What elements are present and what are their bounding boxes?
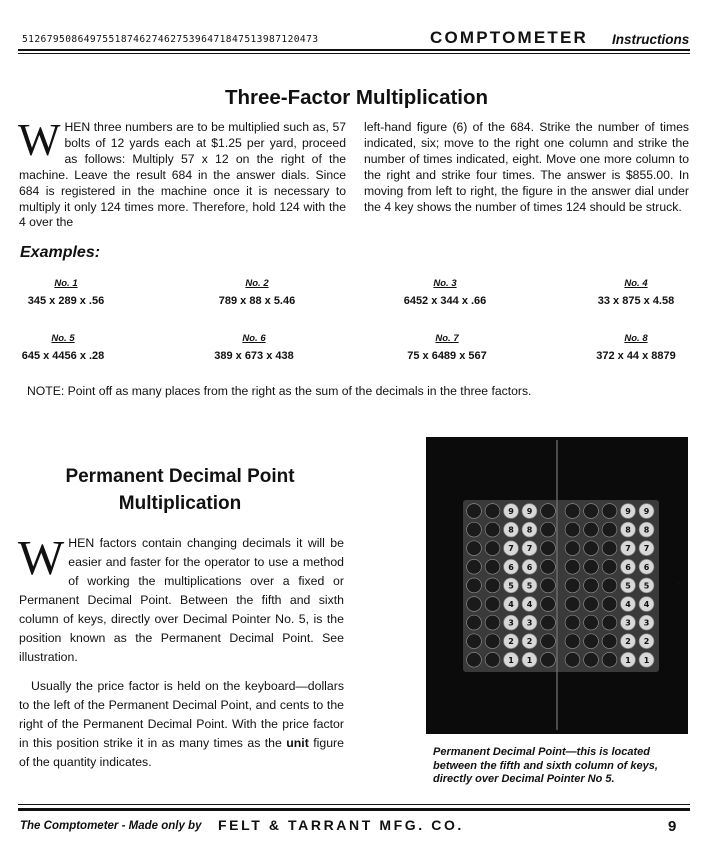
keyboard-key xyxy=(467,578,482,593)
example-number: No. 5 xyxy=(51,333,75,344)
keyboard-key xyxy=(467,615,482,630)
keyboard-key xyxy=(602,504,617,519)
keyboard-key-label: 8 xyxy=(508,525,514,535)
keyboard-key-label: 1 xyxy=(625,655,631,665)
keyboard-key xyxy=(541,597,556,612)
keyboard-key xyxy=(602,615,617,630)
keyboard-key xyxy=(584,615,599,630)
section1-title: Three-Factor Multiplication xyxy=(224,86,489,109)
keyboard-key xyxy=(565,541,580,556)
header-brand: COMPTOMETER xyxy=(430,28,589,47)
keyboard-key-label: 9 xyxy=(643,507,650,516)
footer-maker-text: The Comptometer - Made only by xyxy=(20,820,202,832)
keyboard-key xyxy=(541,522,556,537)
header-section-label: Instructions xyxy=(612,32,690,47)
keyboard-key xyxy=(467,652,482,667)
keyboard-key-label: 5 xyxy=(508,581,514,591)
emphasis-unit: unit xyxy=(286,736,309,750)
keyboard-key xyxy=(602,559,617,574)
section2-paragraph-2 xyxy=(19,677,344,772)
keyboard-key xyxy=(485,652,500,667)
keyboard-key xyxy=(584,652,599,667)
keyboard-key-label: 6 xyxy=(508,562,514,572)
example-expression: 345 x 289 x .56 xyxy=(27,295,105,307)
keyboard-key xyxy=(565,652,580,667)
keyboard-key-label: 7 xyxy=(643,544,650,554)
keyboard-key-label: 8 xyxy=(625,525,631,535)
section2-title-line1: Permanent Decimal Point xyxy=(65,466,295,487)
keyboard-keys xyxy=(463,500,659,672)
keyboard-key xyxy=(565,504,580,519)
keyboard-key-label: 8 xyxy=(526,525,533,535)
keyboard-key xyxy=(541,615,556,630)
header-digit-strip: 512679508649755187462746275396471847513987120473 xyxy=(22,34,319,45)
keyboard-key xyxy=(485,597,500,612)
example-4 xyxy=(561,273,711,307)
header-rule xyxy=(18,49,690,54)
keyboard-key-label: 2 xyxy=(643,637,650,647)
paragraph-text: figure of the quantity indicates. xyxy=(19,736,344,769)
example-8 xyxy=(561,328,711,362)
example-number: No. 6 xyxy=(242,333,266,344)
keyboard-key-label: 3 xyxy=(643,618,650,628)
example-expression: 389 x 673 x 438 xyxy=(214,350,294,362)
keyboard-key xyxy=(565,559,580,574)
keyboard-key xyxy=(584,559,599,574)
keyboard-key xyxy=(565,578,580,593)
keyboard-key-label: 4 xyxy=(508,600,514,609)
keyboard-key xyxy=(485,578,500,593)
keyboard-key-label: 8 xyxy=(643,525,650,535)
keyboard-key xyxy=(602,652,617,667)
keyboard-key xyxy=(602,634,617,649)
keyboard-key-label: 6 xyxy=(625,562,631,572)
keyboard-key-label: 6 xyxy=(526,562,533,572)
example-expression: 6452 x 344 x .66 xyxy=(403,295,487,307)
example-2 xyxy=(182,273,332,307)
section2-body xyxy=(18,530,344,772)
keyboard-key-label: 1 xyxy=(508,655,514,665)
keyboard-key xyxy=(485,559,500,574)
keyboard-key xyxy=(602,522,617,537)
edge-mark: - xyxy=(677,576,682,590)
keyboard-key xyxy=(541,652,556,667)
dropcap-w: W xyxy=(18,530,65,585)
keyboard-key-label: 5 xyxy=(643,581,650,591)
keyboard-key-label: 2 xyxy=(625,637,631,647)
keyboard-key-label: 7 xyxy=(526,544,533,554)
keyboard-key-label: 6 xyxy=(643,562,650,572)
keyboard-key xyxy=(541,634,556,649)
dropcap-w: W xyxy=(18,115,61,165)
keyboard-keys-graphic xyxy=(463,500,659,672)
keyboard-key xyxy=(602,578,617,593)
keyboard-key xyxy=(541,578,556,593)
keyboard-key-label: 7 xyxy=(508,544,514,554)
page-number: 9 xyxy=(668,818,677,835)
keyboard-key xyxy=(467,634,482,649)
section2-paragraph-1-text: HEN factors contain changing decimals it will be easier and faster for the operator to use a method of working the multiplications over a fixed or Permanent Decimal Point. Between the fifth and sixth column of keys, directly over Decimal Pointer No. 5, is the position known as the Permanent Decimal Point. See illustration. xyxy=(19,536,344,664)
keyboard-key xyxy=(584,504,599,519)
keyboard-key xyxy=(541,541,556,556)
keyboard-key xyxy=(602,597,617,612)
examples-note: NOTE: Point off as many places from the right as the sum of the decimals in the three factors. xyxy=(27,384,532,398)
keyboard-key xyxy=(565,634,580,649)
keyboard-key-label: 5 xyxy=(625,581,631,591)
section1-column-right: left-hand figure (6) of the 684. Strike the number of times indicated, six; move to the right one column and strike the number of times indicated, eight. Move one more column to the right and strike four times. The answer is $855.00. In moving from left to right, the figure in the answer dial under the 4 key shows the number of times 124 should be struck. xyxy=(364,120,689,214)
keyboard-key-label: 7 xyxy=(625,544,631,554)
examples-heading: Examples: xyxy=(20,244,101,261)
keyboard-key xyxy=(485,522,500,537)
keyboard-key xyxy=(467,522,482,537)
keyboard-key xyxy=(602,541,617,556)
footer-company: FELT & TARRANT MFG. CO. xyxy=(218,817,464,833)
keyboard-key xyxy=(485,615,500,630)
keyboard-key xyxy=(584,541,599,556)
photo-caption: Permanent Decimal Point—this is located between the fifth and sixth column of keys, directly over Decimal Pointer No 5. xyxy=(433,746,658,786)
example-number: No. 7 xyxy=(435,333,459,344)
example-3 xyxy=(370,273,520,307)
keyboard-key xyxy=(565,522,580,537)
section2-title-line2: Multiplication xyxy=(118,493,242,514)
keyboard-key xyxy=(467,597,482,612)
keyboard-key xyxy=(584,597,599,612)
example-number: No. 8 xyxy=(624,333,648,344)
keyboard-key-label: 5 xyxy=(526,581,533,591)
keyboard-key-label: 3 xyxy=(625,618,631,628)
keyboard-key xyxy=(485,504,500,519)
example-number: No. 1 xyxy=(54,278,78,289)
permanent-decimal-point-line xyxy=(556,440,558,730)
example-number: No. 2 xyxy=(245,278,269,289)
keyboard-key xyxy=(584,578,599,593)
example-expression: 372 x 44 x 8879 xyxy=(596,350,676,362)
keyboard-key xyxy=(584,522,599,537)
keyboard-key xyxy=(485,541,500,556)
example-number: No. 3 xyxy=(433,278,457,289)
paragraph-text: Usually the price factor is held on the keyboard—dollars to the left of the Permanent Decimal Point, and cents to the right of the Permanent Decimal Point. With the price factor in this position strike it in as many times as the xyxy=(19,679,344,750)
keyboard-key xyxy=(467,504,482,519)
keyboard-key-label: 4 xyxy=(643,600,650,609)
keyboard-key-label: 9 xyxy=(508,507,514,516)
keyboard-key xyxy=(541,559,556,574)
keyboard-key-label: 2 xyxy=(508,637,514,647)
example-expression: 645 x 4456 x .28 xyxy=(21,350,105,362)
keyboard-key xyxy=(565,597,580,612)
section2-title xyxy=(40,463,320,517)
keyboard-key-label: 4 xyxy=(625,600,631,609)
keyboard-key xyxy=(485,634,500,649)
keyboard-key xyxy=(541,504,556,519)
example-6 xyxy=(179,328,329,362)
keyboard-key xyxy=(467,541,482,556)
keyboard-key-label: 3 xyxy=(526,618,533,628)
keyboard-key-label: 1 xyxy=(643,655,650,665)
keyboard-key-label: 1 xyxy=(526,655,533,665)
footer-rule xyxy=(18,804,690,811)
section1-text-left: HEN three numbers are to be multiplied such as, 57 bolts of 12 yards each at $1.25 per yard, proceed as follows: Multiply 57 x 12 on the right of the machine. Leave the result 684 in the answer dials. Since 684 is registered in the machine once it is necessary to multiply it only 124 times more. Therefore, hold 124 with the 4 over the xyxy=(19,120,346,230)
example-7 xyxy=(372,328,522,362)
keyboard-key xyxy=(584,634,599,649)
example-expression: 33 x 875 x 4.58 xyxy=(597,295,675,307)
example-expression: 75 x 6489 x 567 xyxy=(407,350,487,362)
keyboard-key-label: 9 xyxy=(625,507,631,516)
section1-column-left xyxy=(18,115,346,231)
example-number: No. 4 xyxy=(624,278,648,289)
keyboard-key xyxy=(467,559,482,574)
keyboard-key-label: 9 xyxy=(526,507,533,516)
keyboard-key-label: 2 xyxy=(526,637,533,647)
keyboard-key xyxy=(565,615,580,630)
keyboard-key-label: 4 xyxy=(526,600,533,609)
section2-paragraph-1 xyxy=(18,530,344,667)
example-expression: 789 x 88 x 5.46 xyxy=(218,295,296,307)
example-5 xyxy=(0,328,138,362)
example-1 xyxy=(0,273,141,307)
keyboard-key-label: 3 xyxy=(508,618,514,628)
